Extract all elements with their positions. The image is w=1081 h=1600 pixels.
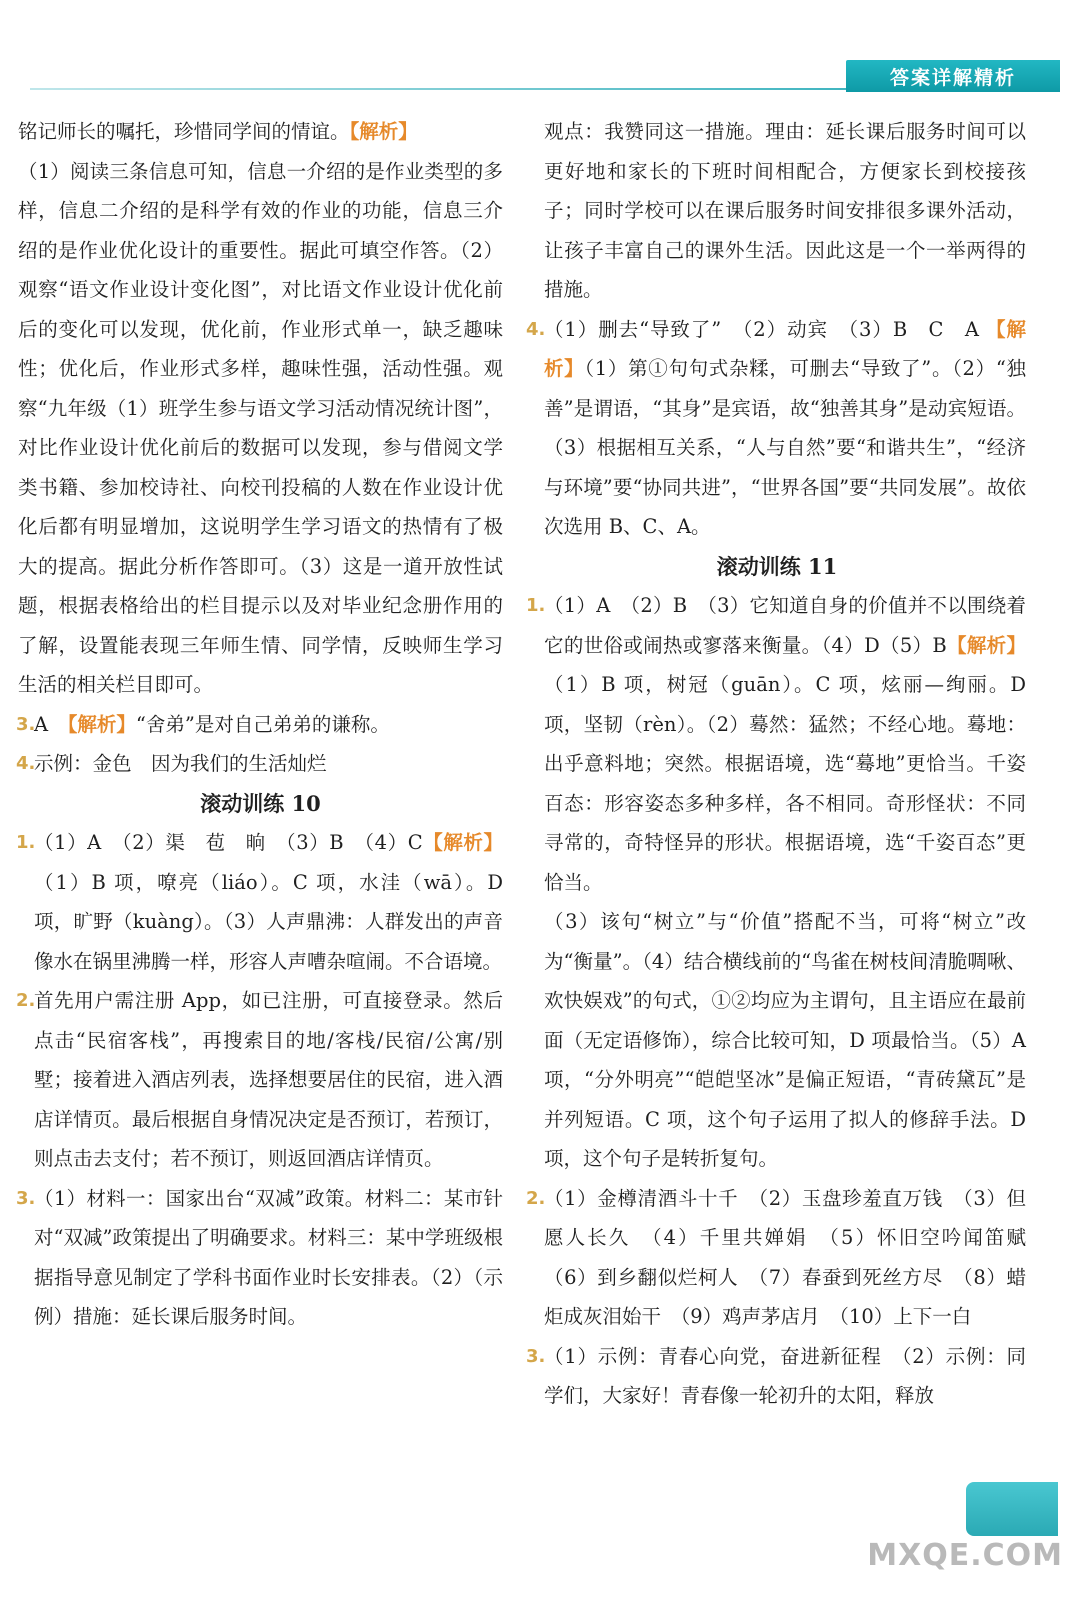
- question-number: 3.: [16, 713, 36, 735]
- page-corner-badge: [966, 1482, 1058, 1536]
- question-number: 1.: [16, 832, 36, 853]
- section-title-11: 滚动训练 11: [716, 553, 838, 579]
- answer-paragraph: 观点：我赞同这一措施。理由：延长课后服务时间可以更好地和家长的下班时间相配合，方便家长到校接孩子；同时学校可以在课后服务时间安排很多课外活动，让孩子丰富自己的课外生活。因此这是一个一举两得的措施。: [544, 120, 1026, 301]
- s10-question-3: 3. （1）材料一：国家出台“双减”政策。材料二：某市针对“双减”政策提出了明确要求。材料三：某中学班级根据指导意见制定了学科书面作业时长安排表。（2）（示例）措施：延长课后服务时间。: [18, 1179, 503, 1337]
- s11-question-1: 1. （1）A （2）B （3）它知道自身的价值并不以围绕着它的世俗或闹热或寥落来衡量。（4）D（5）B【解析】（1）B 项，树冠（guān）。C 项，炫丽—绚丽。D 项，坚韧（rèn）。（2）蓦然：猛然；不经心地。蓦地：出乎意料地；突然。根据语境，选“蓦地”更恰当。千姿百态：形容姿态多种多样，各不相同。奇形怪状：不同寻常的，奇特怪异的形状。根据语境，选“千姿百态”更恰当。: [528, 586, 1026, 902]
- question-3: 3. A 【解析】“舍弟”是对自己弟弟的谦称。: [18, 705, 503, 745]
- analysis-tag: 【解析】: [349, 120, 418, 143]
- analysis-tag: 【解析】: [67, 712, 136, 736]
- answer-paragraph: 铭记师长的嘱托，珍惜同学间的情谊。【解析】: [18, 120, 418, 143]
- section-title-10: 滚动训练 10: [200, 790, 321, 816]
- left-column: [18, 112, 503, 1337]
- question-number: 4.: [16, 753, 36, 774]
- analysis-tag: 【解析】: [544, 317, 1026, 380]
- question-4: 4. 示例：金色 因为我们的生活灿烂: [18, 744, 503, 784]
- question-number: 3.: [526, 1345, 546, 1367]
- right-column: [526, 112, 1046, 1416]
- s11-question-3: 3. （1）示例：青春心向党，奋进新征程 （2）示例：同学们，大家好！青春像一轮初升的太阳，释放: [528, 1337, 1026, 1416]
- watermark-text: MXQE.COM: [867, 1538, 1063, 1573]
- s10-question-1: 1. （1）A （2）渠 苞 晌 （3）B （4）C【解析】（1）B 项，嘹亮（liáo）。C 项，水洼（wā）。D 项，旷野（kuàng）。（3）人声鼎沸：人群发出的声音像水在锅里沸腾一样，形容人声嘈杂喧闹。不合语境。: [18, 823, 503, 981]
- analysis-tag: 【解析】: [946, 633, 1026, 657]
- question-4: 4. （1）删去“导致了” （2）动宾 （3）B C A 【解析】（1）第①句句式杂糅，可删去“导致了”。（2）“独善”是谓语，“其身”是宾语，故“独善其身”是动宾短语。（3）根据相互关系，“人与自然”要“和谐共生”，“经济与环境”要“协同共进”，“世界各国”要“共同发展”。故依次选用 B、C、A。: [528, 310, 1026, 547]
- analysis-paragraph: （3）该句“树立”与“价值”搭配不当，可将“树立”改为“衡量”。（4）结合横线前的“鸟雀在树枝间清脆啁啾、欢快娱戏”的句式，①②均应为主谓句，且主语应在最前面（无定语修饰），综合比较可知，D 项最恰当。（5）A 项，“分外明亮”“皑皑坚冰”是偏正短语，“青砖黛瓦”是并列短语。C 项，这个句子运用了拟人的修辞手法。D 项，这个句子是转折复句。: [544, 910, 1026, 1170]
- question-number: 1.: [526, 595, 546, 616]
- s10-question-2: 2. 首先用户需注册 App，如已注册，可直接登录。然后点击“民宿客栈”，再搜索目的地/客栈/民宿/公寓/别墅；接着进入酒店列表，选择想要居住的民宿，进入酒店详情页。最后根据自身情况决定是否预订，若预订，则点击去支付；若不预订，则返回酒店详情页。: [18, 981, 503, 1179]
- analysis-tag: 【解析】: [422, 831, 503, 854]
- question-number: 3.: [16, 1187, 36, 1209]
- question-number: 4.: [526, 318, 546, 340]
- question-number: 2.: [526, 1187, 546, 1209]
- analysis-paragraph: （1）阅读三条信息可知，信息一介绍的是作业类型的多样，信息二介绍的是科学有效的作业的功能，信息三介绍的是作业优化设计的重要性。据此可填空作答。（2）观察“语文作业设计变化图”，对比语文作业设计优化前后的变化可以发现，优化前，作业形式单一，缺乏趣味性；优化后，作业形式多样，趣味性强，活动性强。观察“九年级（1）班学生参与语文学习活动情况统计图”，对比作业设计优化前后的数据可以发现，参与借阅文学类书籍、参加校诗社、向校刊投稿的人数在作业设计优化后都有明显增加，这说明学生学习语文的热情有了极大的提高。据此分析作答即可。（3）这是一道开放性试题，根据表格给出的栏目提示以及对毕业纪念册作用的了解，设置能表现三年师生情、同学情，反映师生学习生活的相关栏目即可。: [18, 159, 503, 696]
- s11-question-2: 2. （1）金樽清酒斗十千 （2）玉盘珍羞直万钱 （3）但愿人长久 （4）千里共婵娟 （5）怀旧空吟闻笛赋 （6）到乡翻似烂柯人 （7）春蚕到死丝方尽 （8）蜡炬成灰泪始干 （9）鸡声茅店月 （10）上下一白: [528, 1179, 1026, 1337]
- section-header-tab: 答案详解精析: [846, 60, 1060, 92]
- question-number: 2.: [16, 990, 36, 1011]
